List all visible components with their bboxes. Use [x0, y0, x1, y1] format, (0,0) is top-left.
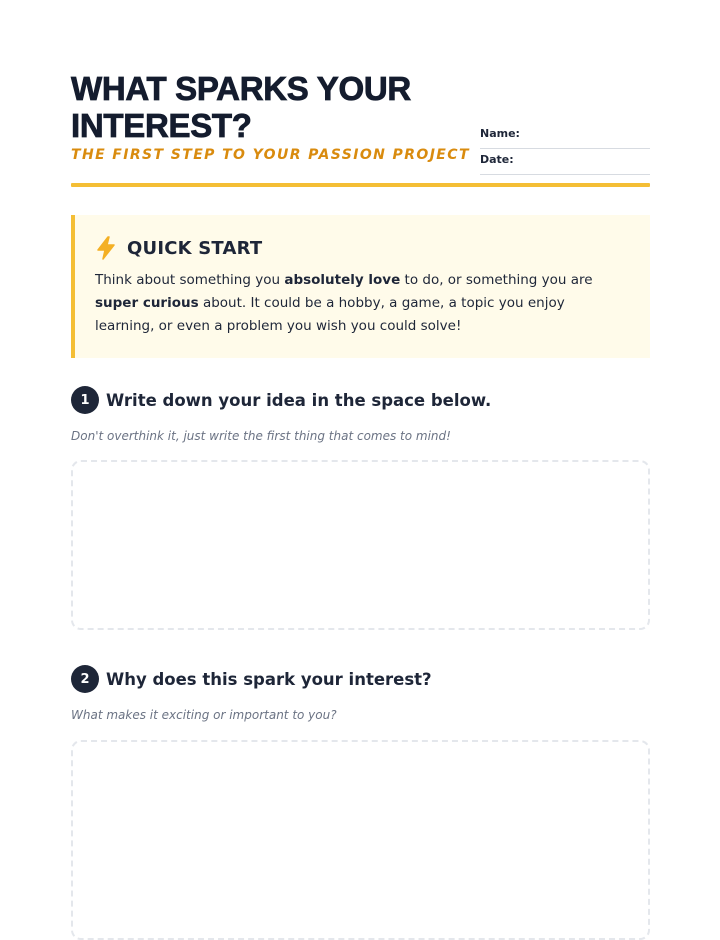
worksheet-header	[71, 0, 650, 188]
question-2-hint: What makes it exciting or important to you?	[71, 708, 337, 722]
question-1-number-badge: 1	[71, 386, 99, 414]
question-2-number-badge: 2	[71, 665, 99, 693]
quick-start-text: Think about something you absolutely love to do, or something you are super curious about. It could be a hobby, a game, a topic you enjoy learning, or even a problem you wish you could solve!	[95, 272, 593, 334]
question-1	[71, 385, 650, 443]
question-2-answer-box[interactable]	[71, 740, 650, 940]
lightning-bolt-icon	[95, 236, 117, 260]
quick-start-header	[95, 235, 626, 261]
question-2-header	[71, 664, 650, 694]
question-1-header	[71, 385, 650, 415]
date-field[interactable]	[480, 150, 650, 175]
question-2-title: Why does this spark your interest?	[106, 669, 432, 689]
page-subtitle: THE FIRST STEP TO YOUR PASSION PROJECT	[71, 147, 470, 163]
question-1-title: Write down your idea in the space below.	[106, 390, 492, 410]
question-2	[71, 664, 650, 722]
page-title: WHAT SPARKS YOUR INTEREST?	[71, 70, 411, 144]
date-label: Date:	[480, 153, 514, 166]
name-field[interactable]	[480, 124, 650, 149]
name-date-fields	[480, 124, 650, 175]
name-label: Name:	[480, 127, 520, 140]
header-divider	[71, 183, 650, 187]
quick-start-callout	[71, 215, 650, 358]
question-1-hint: Don't overthink it, just write the first thing that comes to mind!	[71, 429, 451, 443]
quick-start-title: QUICK START	[127, 237, 263, 259]
question-1-answer-box[interactable]	[71, 460, 650, 630]
worksheet-page	[71, 0, 650, 722]
